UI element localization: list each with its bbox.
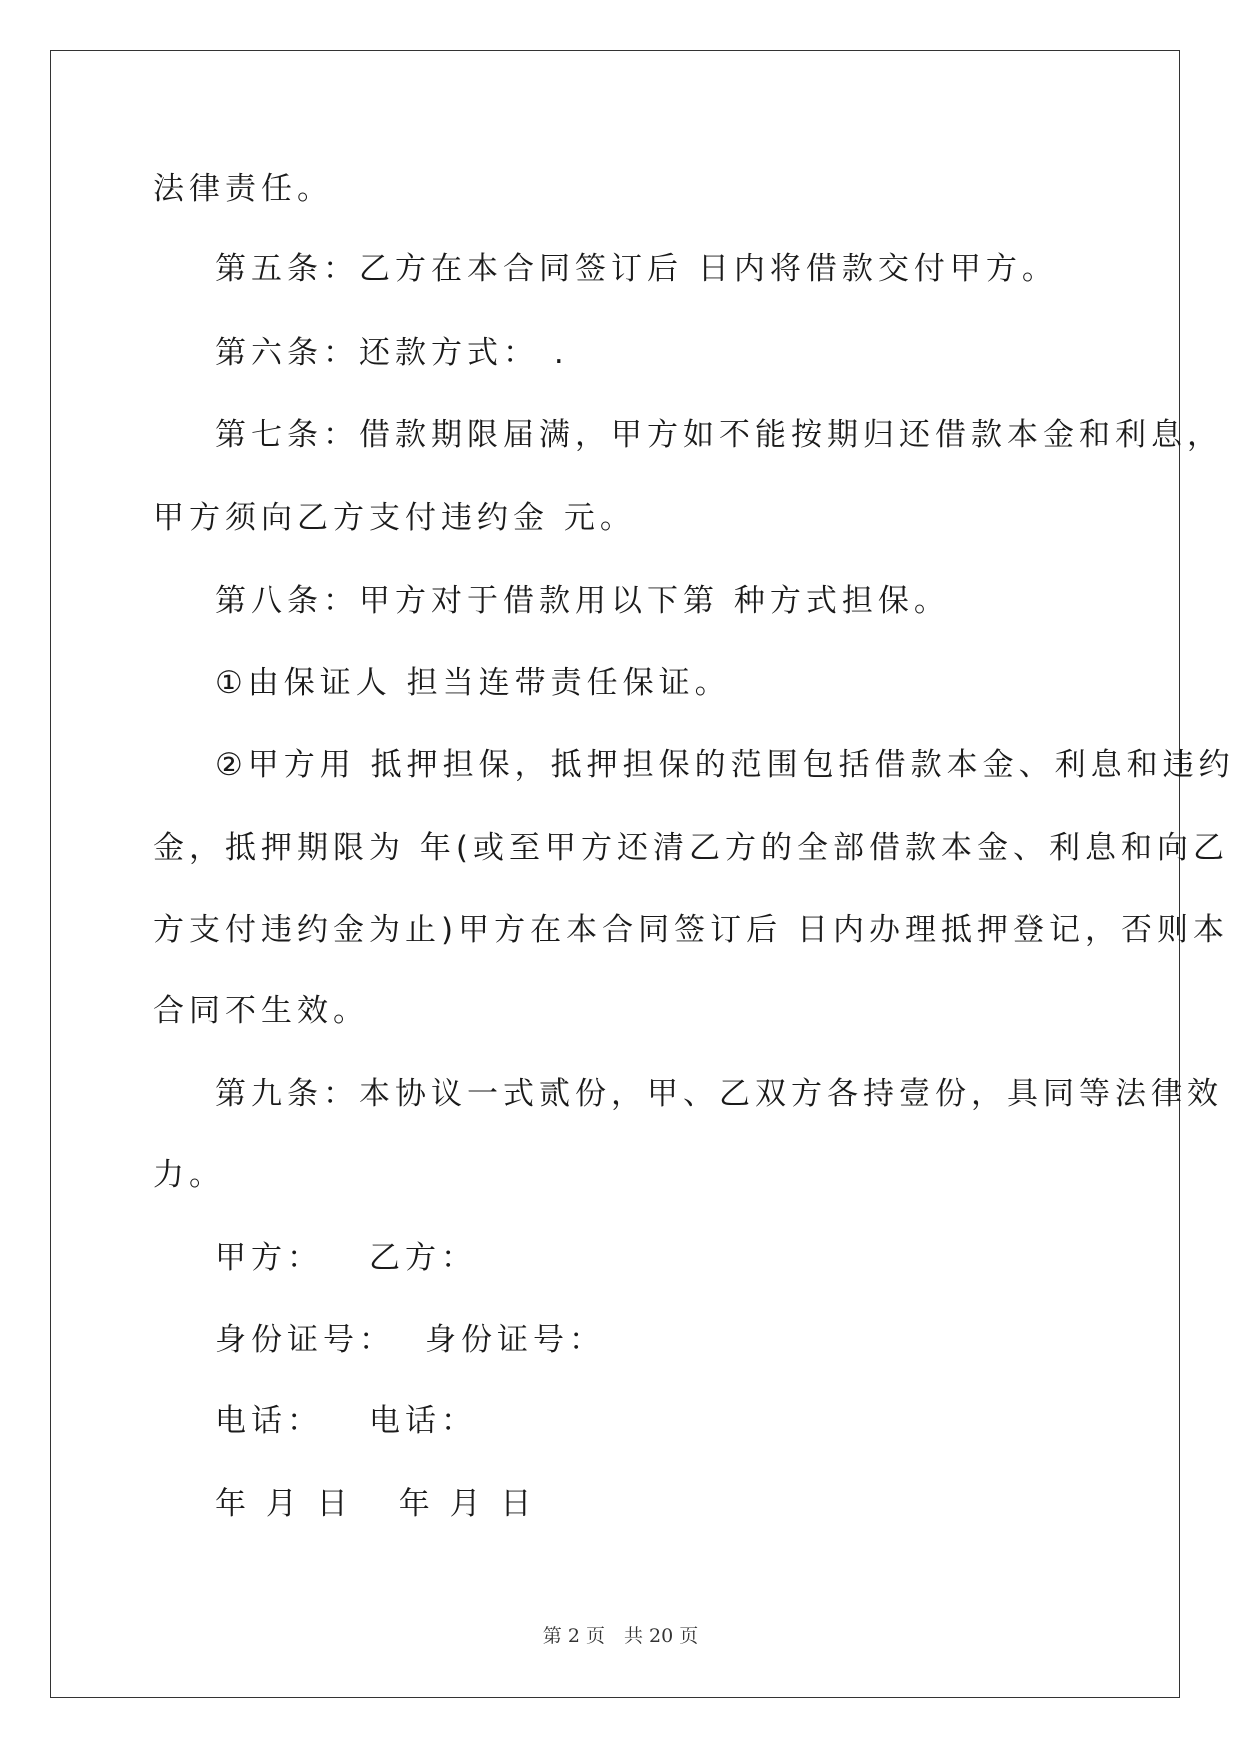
phone-a-label: 电话： [215,1403,323,1439]
guarantee-option-2-line-3: 方支付违约金为止)甲方在本合同签订后 日内办理抵押登记，否则本 [153,912,1229,948]
phone-b-label: 电话： [369,1403,477,1439]
page-border [50,50,1235,1698]
article-7-line-1: 第七条：借款期限届满，甲方如不能按期归还借款本金和利息， [215,417,1223,453]
id-b-label: 身份证号： [425,1322,605,1358]
page-number-footer: 第 2 页 共 20 页 [542,1625,699,1647]
date-b: 年 月 日 [398,1486,537,1522]
article-9-line-1: 第九条：本协议一式贰份，甲、乙双方各持壹份，具同等法律效 [215,1076,1223,1112]
article-5: 第五条：乙方在本合同签订后 日内将借款交付甲方。 [215,251,1058,287]
party-b-label: 乙方： [369,1240,477,1276]
id-a-label: 身份证号： [215,1322,395,1358]
guarantee-option-1: ①由保证人 担当连带责任保证。 [215,665,731,701]
article-7-line-2: 甲方须向乙方支付违约金 元。 [153,500,636,536]
paragraph-line-1: 法律责任。 [153,171,333,207]
guarantee-option-2-line-2: 金，抵押期限为 年(或至甲方还清乙方的全部借款本金、利息和向乙 [153,830,1229,866]
article-8: 第八条：甲方对于借款用以下第 种方式担保。 [215,583,950,619]
guarantee-option-2-line-4: 合同不生效。 [153,993,369,1029]
signature-party-row [215,1240,1155,1276]
date-a: 年 月 日 [215,1486,353,1522]
signature-date-row [215,1486,1155,1522]
party-a-label: 甲方： [215,1240,323,1276]
guarantee-option-2-line-1: ②甲方用 抵押担保，抵押担保的范围包括借款本金、利息和违约 [215,747,1235,783]
signature-id-row [215,1322,1155,1358]
article-9-line-2: 力。 [153,1157,225,1193]
signature-phone-row [215,1403,1155,1439]
article-6: 第六条：还款方式： . [215,335,569,371]
